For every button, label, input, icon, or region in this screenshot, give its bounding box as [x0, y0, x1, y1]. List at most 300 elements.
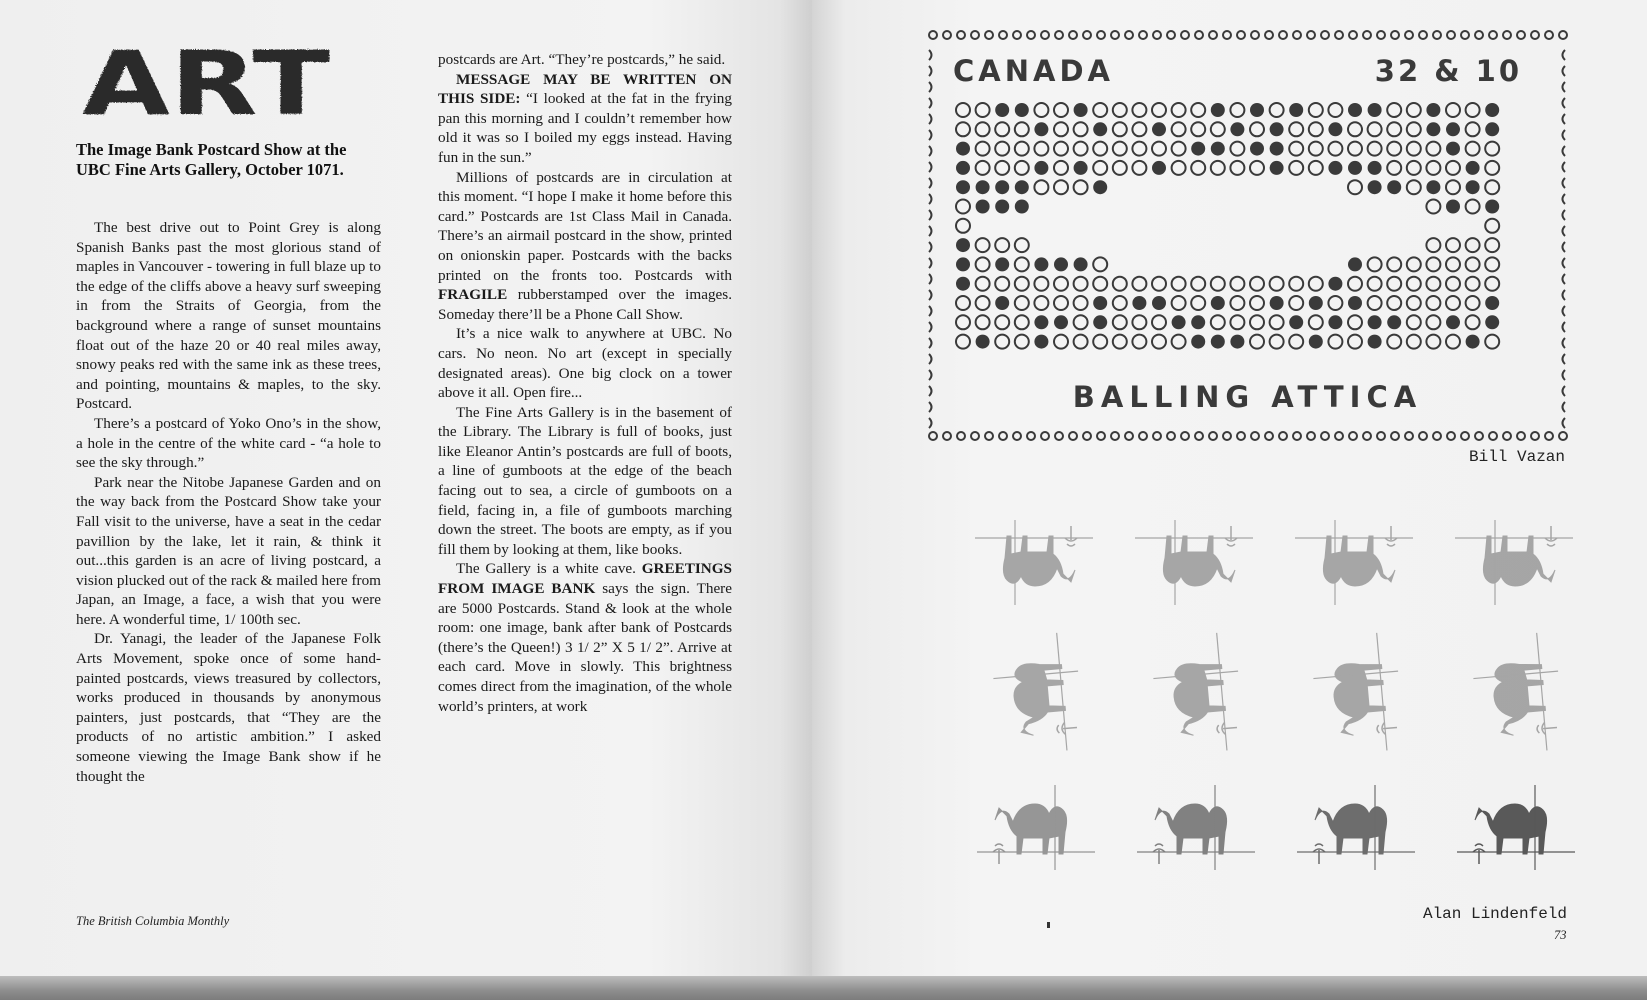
palm-tree — [1065, 526, 1077, 546]
perforation — [1563, 418, 1566, 428]
stamp-dot — [1466, 315, 1480, 329]
perforation — [1279, 432, 1287, 440]
perforation — [1559, 432, 1567, 440]
stamp-dot — [1446, 238, 1460, 252]
stamp-dot — [1348, 335, 1362, 349]
stamp-dot — [1485, 335, 1499, 349]
artist-credit: Bill Vazan — [1468, 448, 1565, 466]
stamp-dot — [1152, 277, 1166, 291]
palm-tree — [993, 844, 1005, 864]
perforation — [929, 162, 932, 172]
stamp-dot — [956, 315, 970, 329]
stamp-dot — [1093, 257, 1107, 271]
perforation — [1405, 432, 1413, 440]
perforation — [1563, 290, 1566, 300]
camel-figure — [975, 520, 1093, 605]
perforation — [1097, 432, 1105, 440]
stamp-dot — [1172, 277, 1186, 291]
stamp-dot — [1191, 296, 1205, 310]
camel-stamp-image — [990, 631, 1085, 756]
stamp-dot — [1191, 122, 1205, 136]
stamp-dot — [1093, 335, 1107, 349]
stamp-dot — [956, 122, 970, 136]
stamp-dot — [1152, 161, 1166, 175]
stamp-dot — [1289, 103, 1303, 117]
stamp-dot — [1113, 315, 1127, 329]
stamp-dot — [1132, 161, 1146, 175]
stamp-dot — [1368, 161, 1382, 175]
stamp-dot — [1485, 103, 1499, 117]
perforation — [1125, 31, 1133, 39]
perforation — [1531, 432, 1539, 440]
perforation — [1069, 31, 1077, 39]
paragraph: Dr. Yanagi, the leader of the Japanese Folk Arts Movement, spoke once of some hand-painted postcards, views treasured by collectors, works produced in thousands by anonymous painters, just postcards, that “They are the products of no artistic ambition.” I asked someone viewing the Image Bank show if he thought the — [76, 630, 381, 785]
perforation — [1265, 31, 1273, 39]
perforation — [1563, 66, 1566, 76]
stamp-dot — [1230, 335, 1244, 349]
perforation — [1111, 432, 1119, 440]
stamp-dot — [1485, 219, 1499, 233]
stamp-dot — [1093, 296, 1107, 310]
stamp-dot — [1054, 315, 1068, 329]
stamp-dot — [1015, 180, 1029, 194]
perforation — [929, 226, 932, 236]
camel-silhouette — [1003, 536, 1075, 586]
stamp-dot — [1074, 161, 1088, 175]
stamp-dot — [995, 315, 1009, 329]
stamp-dot — [1054, 122, 1068, 136]
stamp-dot — [956, 296, 970, 310]
perforation — [1209, 31, 1217, 39]
ink-speck — [1047, 922, 1050, 928]
camel-stamp-image — [1297, 785, 1415, 870]
stamp-dot — [995, 161, 1009, 175]
stamp-dot — [1407, 142, 1421, 156]
stamp-dot — [1466, 122, 1480, 136]
stamp-dot — [1113, 296, 1127, 310]
stamp-dot — [1485, 180, 1499, 194]
perforation — [1139, 31, 1147, 39]
perforation — [1545, 31, 1553, 39]
stamp-dot — [1309, 315, 1323, 329]
stamp-dot — [956, 180, 970, 194]
perforation — [1503, 31, 1511, 39]
stamp-dot — [1034, 103, 1048, 117]
stamp-title: BALLING ATTICA — [1072, 380, 1423, 414]
stamp-dot — [1034, 296, 1048, 310]
perforation — [943, 432, 951, 440]
stamp-dot — [1387, 180, 1401, 194]
stamp-dot — [1230, 161, 1244, 175]
stamp-dot — [1152, 296, 1166, 310]
perforation — [1563, 226, 1566, 236]
stamp-dot — [976, 238, 990, 252]
stamp-dot — [976, 277, 990, 291]
stamp-dot — [1289, 122, 1303, 136]
stamp-dot — [976, 296, 990, 310]
stamp-dot — [1191, 161, 1205, 175]
perforation — [1125, 432, 1133, 440]
stamp-dot — [1211, 142, 1225, 156]
stamp-dot — [1446, 296, 1460, 310]
article-column-1 — [76, 218, 381, 786]
camel-figure — [977, 785, 1095, 870]
book-edge — [0, 976, 1647, 1000]
stamp-dot — [1466, 238, 1480, 252]
stamp-dot — [1132, 335, 1146, 349]
stamp-dot — [1113, 161, 1127, 175]
stamp-dot — [1152, 335, 1166, 349]
stamp-dot — [1407, 122, 1421, 136]
stamp-dot — [1309, 103, 1323, 117]
stamp-value: 32 & 10 — [1374, 54, 1522, 88]
stamp-dot — [1348, 122, 1362, 136]
stamp-dot — [1446, 103, 1460, 117]
stamp-dot — [1191, 277, 1205, 291]
perforation — [1055, 432, 1063, 440]
text-run: “I looked at the fat in the frying pan this morning and I couldn’t remember how old it was so I boiled my eggs instead. Having fun in the sun.” — [438, 90, 732, 166]
stamp-dot — [1289, 277, 1303, 291]
stamp-dot — [1113, 142, 1127, 156]
stamp-dot — [1250, 142, 1264, 156]
perforation — [1475, 432, 1483, 440]
perforation — [1563, 274, 1566, 284]
stamp-dot — [1466, 200, 1480, 214]
perforation — [1055, 31, 1063, 39]
stamp-dot — [1407, 257, 1421, 271]
perforation — [1251, 31, 1259, 39]
stamp-dot — [956, 219, 970, 233]
stamp-dot — [1172, 161, 1186, 175]
stamp-dot — [1309, 122, 1323, 136]
perforation — [929, 194, 932, 204]
stamp-dot — [1426, 277, 1440, 291]
stamp-dot — [1387, 103, 1401, 117]
camel-silhouette — [1475, 804, 1547, 854]
stamp-dot — [1426, 238, 1440, 252]
stamp-dot — [1446, 200, 1460, 214]
artist-stamp — [925, 30, 1570, 442]
perforation — [1335, 31, 1343, 39]
stamp-dot — [1015, 257, 1029, 271]
stamp-dot — [1485, 122, 1499, 136]
perforation — [1563, 370, 1566, 380]
perforation — [1563, 114, 1566, 124]
stamp-dot — [1309, 335, 1323, 349]
stamp-dot — [1172, 142, 1186, 156]
stamp-dot — [1211, 277, 1225, 291]
stamp-dot — [1211, 103, 1225, 117]
perforation — [1563, 338, 1566, 348]
stamp-dot — [1132, 296, 1146, 310]
stamp-dot — [1426, 315, 1440, 329]
stamp-dot — [1211, 335, 1225, 349]
stamp-dot — [1074, 315, 1088, 329]
perforation — [1111, 31, 1119, 39]
stamp-dot — [1485, 238, 1499, 252]
palm-tree — [1153, 844, 1165, 864]
stamp-dot — [1152, 122, 1166, 136]
stamp-dot — [1074, 142, 1088, 156]
perforation — [929, 178, 932, 188]
stamp-dot — [1485, 315, 1499, 329]
perforation — [929, 370, 932, 380]
stamp-dot — [1289, 142, 1303, 156]
stamp-dot — [1172, 315, 1186, 329]
stamp-dot — [1172, 103, 1186, 117]
camel-stamp-image — [1150, 631, 1245, 756]
stamp-dot — [1074, 257, 1088, 271]
page-number: 73 — [1554, 928, 1567, 942]
stamp-dot — [956, 277, 970, 291]
perforation — [1237, 432, 1245, 440]
perforation — [929, 82, 932, 92]
perforation — [985, 31, 993, 39]
stamp-dot — [1309, 161, 1323, 175]
bold-phrase: FRAGILE — [438, 286, 508, 304]
stamp-dot — [1348, 315, 1362, 329]
stamp-dot — [1093, 277, 1107, 291]
stamp-dot — [1230, 277, 1244, 291]
stamp-dot — [1113, 277, 1127, 291]
stamp-dot — [976, 161, 990, 175]
perforation — [929, 274, 932, 284]
palm-tree — [1545, 526, 1557, 546]
stamp-dot — [1368, 103, 1382, 117]
camel-stamp-image — [1135, 520, 1253, 605]
stamp-dot — [956, 335, 970, 349]
stamp-dot — [1348, 180, 1362, 194]
stamp-dot — [1074, 277, 1088, 291]
palm-tree — [1385, 526, 1397, 546]
stamp-dot — [1054, 277, 1068, 291]
perforation — [1041, 31, 1049, 39]
stamp-dot — [1270, 296, 1284, 310]
paragraph: It’s a nice walk to anywhere at UBC. No cars. No neon. No art (except in specially designated areas). One big clock on a tower above it all. Open fire... — [438, 325, 732, 402]
perforation — [929, 114, 932, 124]
paragraph — [438, 168, 732, 325]
perforation — [1377, 432, 1385, 440]
stamp-dot — [1015, 238, 1029, 252]
stamp-dot — [1034, 180, 1048, 194]
stamp-dot — [1074, 103, 1088, 117]
stamp-dot — [976, 200, 990, 214]
stamp-dot — [1034, 122, 1048, 136]
stamp-dot — [995, 238, 1009, 252]
perforation — [1531, 31, 1539, 39]
perforation — [929, 432, 937, 440]
perforation — [929, 210, 932, 220]
perforation — [1391, 432, 1399, 440]
camel-figure — [1455, 520, 1573, 605]
camel-stamp-image — [1310, 631, 1405, 756]
stamp-dot — [1426, 103, 1440, 117]
camel-stamp-image — [1470, 631, 1565, 756]
stamp-dot — [1015, 296, 1029, 310]
perforation — [1433, 31, 1441, 39]
text-run: says the sign. There are 5000 Postcards. Stand & look at the whole room: one image, bank after bank of Postcards (there’s the Queen!) 3 1/ 2” X 5 1/ 2”. Arrive at each card. Move in slowly. This brightness comes direct from the imagination, of the whole world’s printers, at work — [438, 580, 732, 715]
stamp-dot — [1270, 161, 1284, 175]
stamp-dot — [1270, 277, 1284, 291]
perforation — [999, 31, 1007, 39]
camel-figure — [1457, 785, 1575, 870]
stamp-dot — [1250, 296, 1264, 310]
perforation — [1181, 31, 1189, 39]
perforation — [999, 432, 1007, 440]
stamp-dot — [1132, 315, 1146, 329]
stamp-dot — [956, 257, 970, 271]
stamp-dot — [1054, 103, 1068, 117]
stamp-dot — [1015, 142, 1029, 156]
stamp-dot — [1113, 335, 1127, 349]
stamp-dot — [1466, 335, 1480, 349]
perforation — [929, 322, 932, 332]
perforation — [1563, 50, 1566, 60]
stamp-dot — [1426, 335, 1440, 349]
perforation — [1307, 432, 1315, 440]
perforation — [929, 354, 932, 364]
stamp-dot — [1270, 315, 1284, 329]
perforation — [1195, 31, 1203, 39]
perforation — [1251, 432, 1259, 440]
perforation — [1195, 432, 1203, 440]
stamp-dot — [1015, 277, 1029, 291]
perforation — [957, 31, 965, 39]
stamp-dot — [1152, 142, 1166, 156]
palm-tree — [1225, 526, 1237, 546]
stamp-dot — [1074, 296, 1088, 310]
stamp-dot — [1466, 257, 1480, 271]
stamp-dot — [1250, 277, 1264, 291]
stamp-dot — [1132, 103, 1146, 117]
stamp-dot — [1407, 296, 1421, 310]
stamp-country: CANADA — [953, 54, 1114, 88]
stamp-dot — [1407, 315, 1421, 329]
stamp-dot — [1211, 122, 1225, 136]
stamp-dot — [1034, 277, 1048, 291]
perforation — [929, 258, 932, 268]
stamp-dot — [1230, 103, 1244, 117]
perforation — [1563, 322, 1566, 332]
stamp-dot — [1270, 122, 1284, 136]
stamp-dot — [1015, 161, 1029, 175]
stamp-dot — [1407, 277, 1421, 291]
stamp-dot — [1034, 315, 1048, 329]
camel-figure — [990, 631, 1085, 756]
perforation — [1563, 162, 1566, 172]
stamp-dot — [1426, 122, 1440, 136]
perforation — [1027, 432, 1035, 440]
perforation — [929, 31, 937, 39]
perforation — [1405, 31, 1413, 39]
perforation — [1013, 432, 1021, 440]
stamp-dot — [1211, 161, 1225, 175]
perforation — [1335, 432, 1343, 440]
stamp-dot — [1368, 335, 1382, 349]
perforation — [1563, 258, 1566, 268]
perforation — [1461, 31, 1469, 39]
perforation — [1563, 82, 1566, 92]
stamp-dot — [1152, 315, 1166, 329]
stamp-dot — [1113, 103, 1127, 117]
stamp-dot — [1387, 122, 1401, 136]
camel-figure — [1470, 631, 1565, 756]
perforation — [1433, 432, 1441, 440]
article-headline: The Image Bank Postcard Show at the UBC Fine Arts Gallery, October 1071. — [76, 140, 347, 179]
stamp-dot — [1348, 296, 1362, 310]
paragraph: The Fine Arts Gallery is in the basement of the Library. The Library is full of books, just like Eleanor Antin’s postcards are full of boots, a line of gumboots at the edge of the beach facing out to sea, a circle of gumboots on a field, facing in, a file of gumboots marching down the street. The boots are empty, as if you fill them by looking at them, like books. — [438, 403, 732, 558]
palm-tree — [1313, 844, 1325, 864]
stamp-dot — [1054, 142, 1068, 156]
stamp-dot — [1328, 335, 1342, 349]
perforation — [1447, 31, 1455, 39]
stamp-dot — [956, 161, 970, 175]
perforation — [1279, 31, 1287, 39]
camel-figure — [1150, 631, 1245, 756]
palm-tree — [1217, 721, 1238, 735]
stamp-dot — [1446, 161, 1460, 175]
stamp-dot — [1250, 103, 1264, 117]
stamp-dot — [1054, 257, 1068, 271]
camel-stamp-image — [1457, 785, 1575, 870]
perforation — [1083, 31, 1091, 39]
stamp-dot — [1230, 296, 1244, 310]
camel-stamp-image — [1137, 785, 1255, 870]
perforation — [1013, 31, 1021, 39]
stamp-dot — [995, 103, 1009, 117]
perforation — [1419, 31, 1427, 39]
stamp-dot — [1250, 315, 1264, 329]
perforation — [1083, 432, 1091, 440]
camel-silhouette — [1163, 536, 1235, 586]
perforation — [1265, 432, 1273, 440]
stamp-dot — [995, 180, 1009, 194]
stamp-dot — [1446, 257, 1460, 271]
perforation — [1209, 432, 1217, 440]
stamp-dot — [995, 200, 1009, 214]
stamp-dot — [1289, 296, 1303, 310]
stamp-dot — [976, 103, 990, 117]
stamp-dot — [995, 296, 1009, 310]
perforation — [1363, 31, 1371, 39]
stamp-dot — [1074, 122, 1088, 136]
stamp-dot — [1015, 315, 1029, 329]
paragraph — [438, 559, 732, 716]
stamp-dot — [1426, 180, 1440, 194]
stamp-dot — [1034, 335, 1048, 349]
stamp-dot — [1015, 335, 1029, 349]
stamp-dot — [1348, 142, 1362, 156]
perforation — [929, 130, 932, 140]
paragraph — [438, 70, 732, 168]
stamp-dot — [1093, 161, 1107, 175]
text-run: Millions of postcards are in circulation at this moment. “I hope I make it home before this card.” Postcards are 1st Class Mail in Canada. There’s an airmail postcard in the show, printed on onionskin paper. Postcards with the backs printed on the fronts too. Postcards with — [438, 168, 732, 284]
stamp-dot — [1348, 257, 1362, 271]
perforation — [1563, 242, 1566, 252]
stamp-dot — [1113, 122, 1127, 136]
stamp-dot — [1270, 103, 1284, 117]
stamp-dot — [1387, 315, 1401, 329]
perforation — [1563, 354, 1566, 364]
stamp-dot — [1387, 335, 1401, 349]
stamp-dot — [1446, 315, 1460, 329]
stamp-dot — [1270, 335, 1284, 349]
stamp-dot — [1034, 142, 1048, 156]
perforation — [1153, 31, 1161, 39]
stamp-dot — [1485, 277, 1499, 291]
stamp-dot — [1466, 103, 1480, 117]
stamp-dot — [1328, 296, 1342, 310]
